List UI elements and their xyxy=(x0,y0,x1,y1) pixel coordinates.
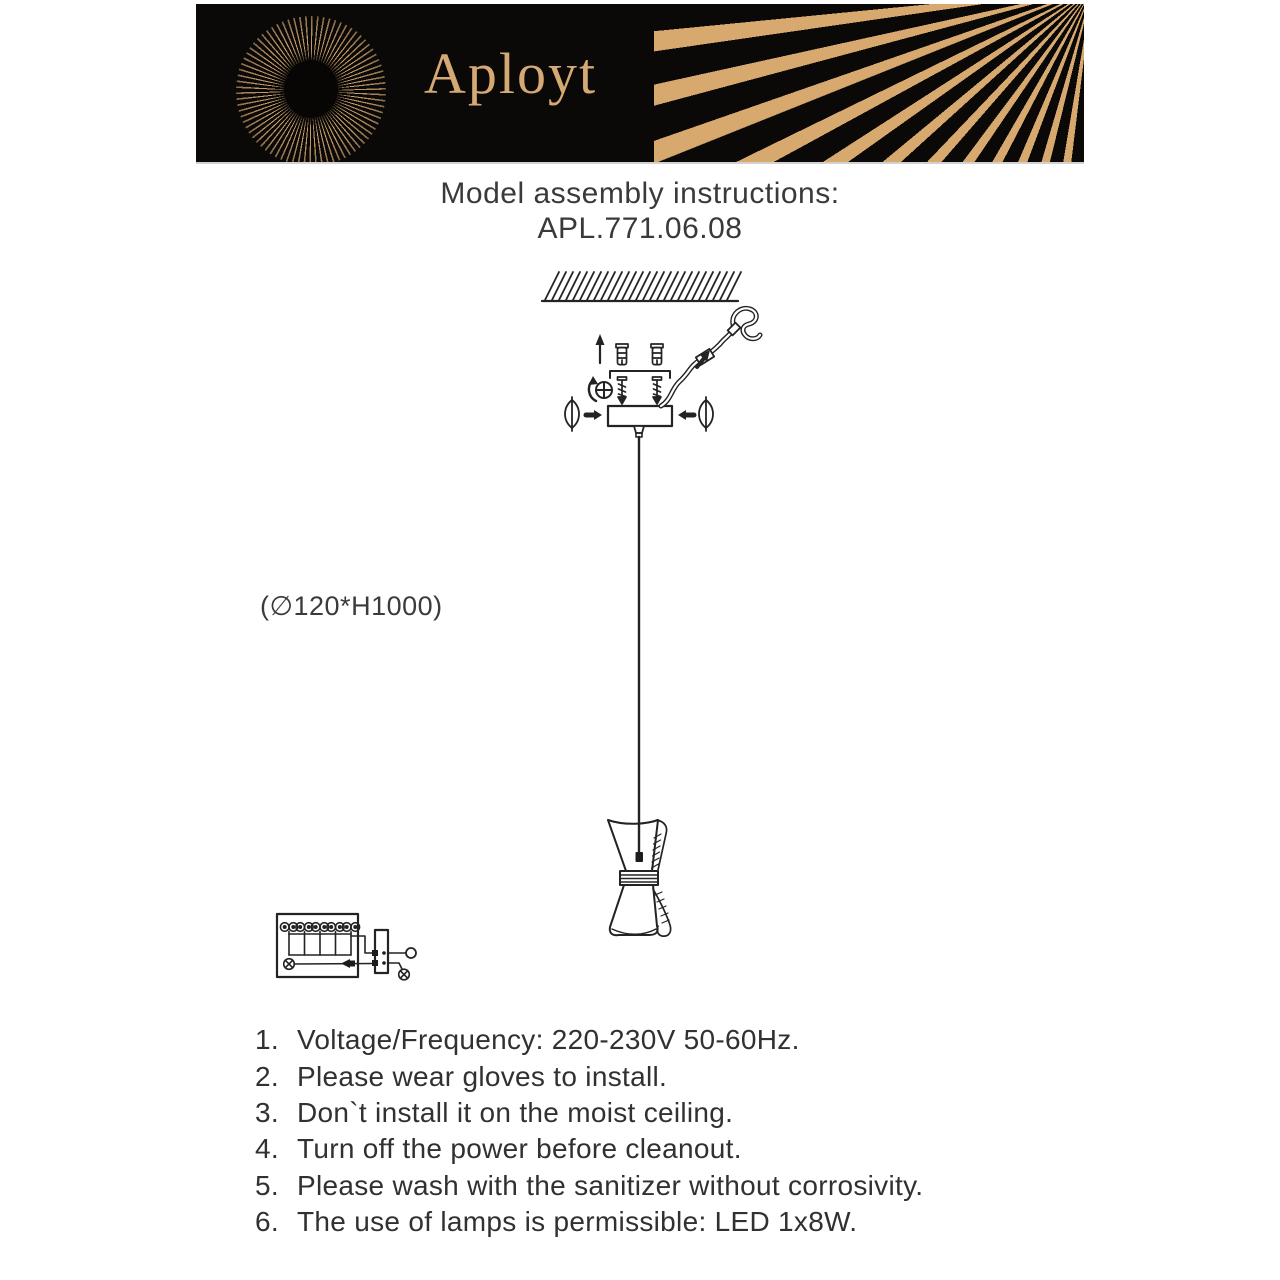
side-screw-left-icon xyxy=(565,397,579,431)
mounting-plate xyxy=(608,406,672,437)
list-item xyxy=(255,1022,1075,1058)
wiring-terminal-block xyxy=(277,914,416,980)
loop-terminal xyxy=(406,948,416,958)
list-item xyxy=(255,1168,1075,1204)
dimension-label: (∅120*H1000) xyxy=(260,591,443,621)
instruction-list xyxy=(255,1022,1075,1240)
power-cable xyxy=(661,308,760,406)
brand-wordmark: Aployt xyxy=(424,41,598,106)
instruction-number: 5. xyxy=(255,1169,279,1201)
side-screw-right-icon xyxy=(699,397,713,431)
arrow-left-icon xyxy=(586,410,602,420)
instruction-number: 3. xyxy=(255,1096,279,1128)
instruction-text: Don`t install it on the moist ceiling. xyxy=(297,1096,734,1128)
page-title: Model assembly instructions: xyxy=(440,177,840,210)
list-item xyxy=(255,1058,1075,1094)
instruction-text: The use of lamps is permissible: LED 1x8W. xyxy=(297,1206,858,1238)
arrow-right-icon xyxy=(678,410,694,420)
terminal-screws xyxy=(280,923,359,934)
instruction-number: 4. xyxy=(255,1133,279,1165)
instruction-text: Please wash with the sanitizer without corrosivity. xyxy=(297,1169,924,1201)
list-item xyxy=(255,1204,1075,1240)
model-code: APL.771.06.08 xyxy=(537,212,743,245)
list-item xyxy=(255,1095,1075,1131)
instruction-text: Voltage/Frequency: 220-230V 50-60Hz. xyxy=(297,1024,800,1056)
instruction-text: Turn off the power before cleanout. xyxy=(297,1133,742,1165)
instruction-number: 1. xyxy=(255,1024,279,1056)
rotate-screw-icon xyxy=(589,376,613,401)
instruction-text: Please wear gloves to install. xyxy=(297,1060,668,1092)
screw-icons xyxy=(618,377,662,404)
up-arrow-icon xyxy=(596,334,605,363)
list-item xyxy=(255,1131,1075,1167)
instruction-number: 6. xyxy=(255,1206,279,1238)
ceiling-hatch xyxy=(542,272,741,301)
instruction-number: 2. xyxy=(255,1060,279,1092)
lamp-socket xyxy=(636,852,644,862)
wall-anchor-icons xyxy=(616,344,663,365)
